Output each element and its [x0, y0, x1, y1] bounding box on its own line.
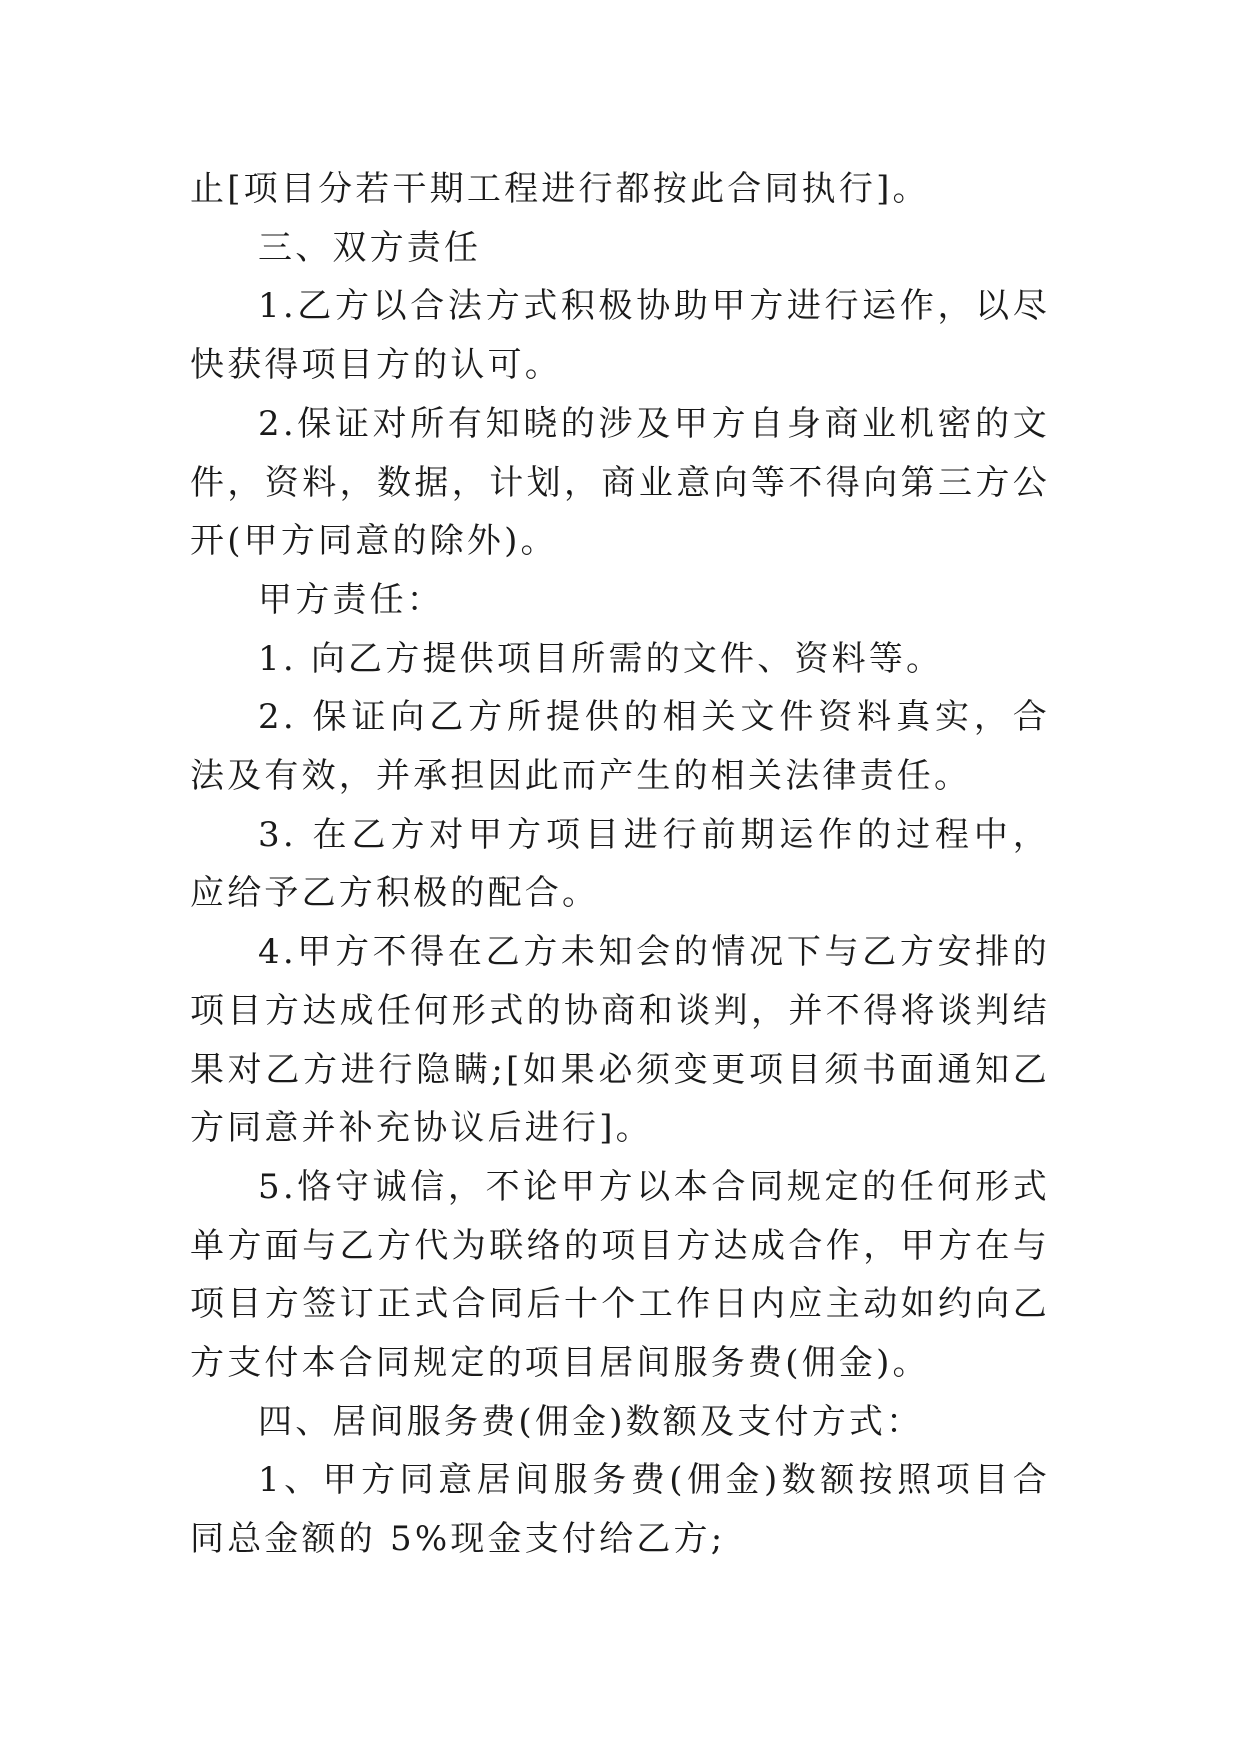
paragraph-party-b-clause-1: 1.乙方以合法方式积极协助甲方进行运作，以尽快获得项目方的认可。	[190, 286, 1050, 386]
section-heading-responsibilities: 三、双方责任	[258, 227, 482, 268]
section-heading-commission: 四、居间服务费(佣金)数额及支付方式：	[258, 1401, 924, 1442]
paragraph-party-b-clause-2: 2.保证对所有知晓的涉及甲方自身商业机密的文件，资料，数据，计划，商业意向等不得向第三方公开(甲方同意的除外)。	[190, 403, 1050, 562]
paragraph-party-a-clause-4: 4.甲方不得在乙方未知会的情况下与乙方安排的项目方达成任何形式的协商和谈判，并不得将谈判结果对乙方进行隐瞒;[如果必须变更项目须书面通知乙方同意并补充协议后进行]。	[190, 932, 1050, 1149]
paragraph-party-a-clause-2: 2. 保证向乙方所提供的相关文件资料真实，合法及有效，并承担因此而产生的相关法律责任。	[190, 697, 1050, 797]
document-body	[190, 160, 1050, 1569]
subheading-party-a-responsibilities: 甲方责任：	[258, 579, 444, 620]
paragraph-commission-clause-1: 1、甲方同意居间服务费(佣金)数额按照项目合同总金额的 5%现金支付给乙方;	[190, 1460, 1050, 1560]
paragraph-party-a-clause-5: 5.恪守诚信，不论甲方以本合同规定的任何形式单方面与乙方代为联络的项目方达成合作，甲方在与项目方签订正式合同后十个工作日内应主动如约向乙方支付本合同规定的项目居间服务费(佣金)。	[190, 1166, 1050, 1384]
paragraph-party-a-clause-3: 3. 在乙方对甲方项目进行前期运作的过程中，应给予乙方积极的配合。	[190, 814, 1050, 914]
paragraph-continuation: 止[项目分若干期工程进行都按此合同执行]。	[190, 169, 930, 209]
paragraph-party-a-clause-1: 1. 向乙方提供项目所需的文件、资料等。	[258, 638, 944, 679]
